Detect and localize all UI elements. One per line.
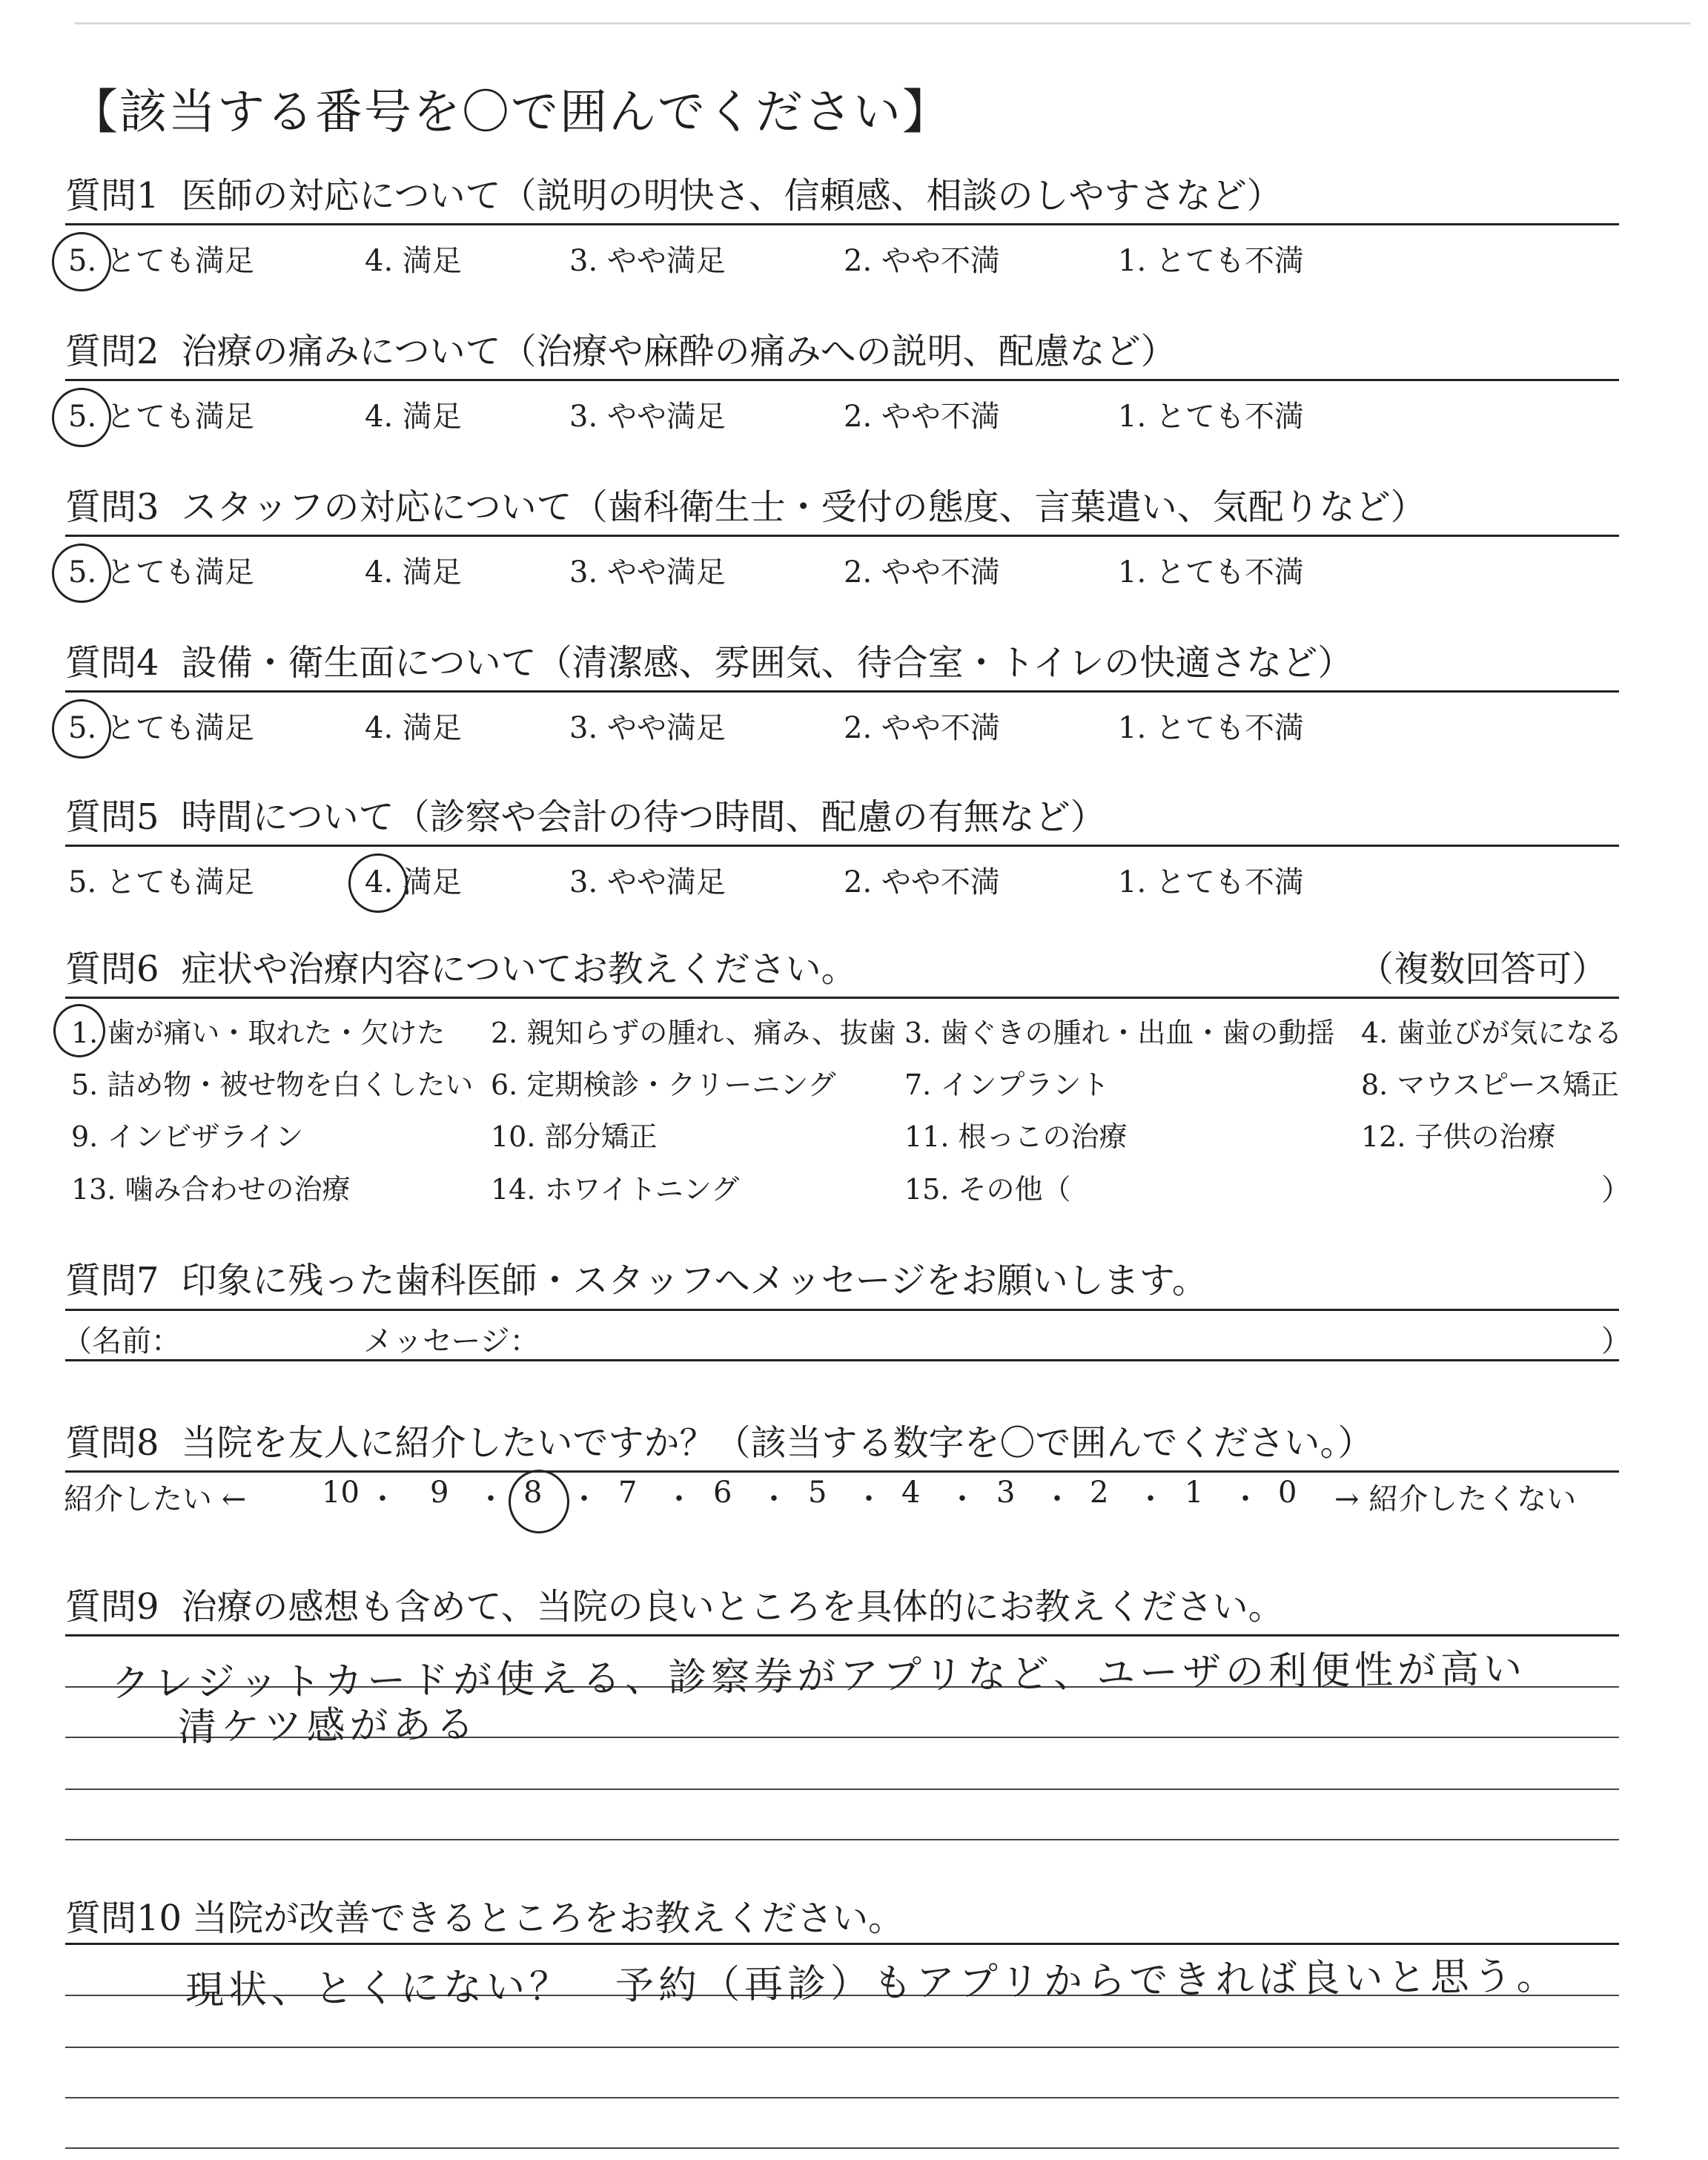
q8-left-label: 紹介したい ←	[64, 1482, 247, 1516]
q10-line-4	[65, 2147, 1619, 2149]
q9-text: 治療の感想も含めて、当院の良いところを具体的にお教えください。	[181, 1586, 1284, 1628]
q4-rule	[65, 690, 1619, 693]
q8-sep: ・	[947, 1482, 977, 1516]
q2-option-3: 3. やや満足	[569, 400, 726, 434]
q5-title	[65, 788, 1106, 839]
q5-option-5: 5. とても満足	[68, 865, 254, 899]
q3-title	[65, 478, 1426, 529]
q8-scale-0: 0	[1278, 1476, 1297, 1510]
q7-answer-line	[65, 1359, 1619, 1361]
q8-scale-4: 4	[901, 1476, 921, 1510]
q1-option-4: 4. 満足	[365, 244, 462, 278]
q3-answer-circle	[52, 544, 111, 603]
q10-number: 質問10	[65, 1898, 182, 1939]
q6-option-3: 3. 歯ぐきの腫れ・出血・歯の動揺	[904, 1017, 1335, 1049]
q4-option-3: 3. やや満足	[569, 711, 726, 745]
q6-option-7: 7. インプラント	[904, 1069, 1110, 1101]
q8-title	[65, 1414, 1374, 1465]
q6-option-13: 13. 噛み合わせの治療	[71, 1173, 351, 1206]
q1-number: 質問1	[65, 175, 159, 217]
q8-scale-5: 5	[808, 1476, 827, 1510]
q6-option-9: 9. インビザライン	[71, 1120, 304, 1153]
q3-number: 質問3	[65, 486, 159, 528]
q6-option-4: 4. 歯並びが気になる	[1361, 1017, 1623, 1049]
q3-option-5: 5. とても満足	[68, 555, 254, 589]
q10-title	[65, 1889, 904, 1941]
q1-option-3: 3. やや満足	[569, 244, 726, 278]
q5-answer-circle	[348, 853, 408, 913]
q9-rule	[65, 1634, 1619, 1636]
q8-sep: ・	[569, 1482, 599, 1516]
q2-option-4: 4. 満足	[365, 400, 462, 434]
q8-sep: ・	[368, 1482, 397, 1516]
q3-option-4: 4. 満足	[365, 555, 462, 589]
q4-answer-circle	[52, 699, 111, 759]
q8-scale-1: 1	[1185, 1476, 1204, 1510]
q7-rule	[65, 1309, 1619, 1311]
q9-title	[65, 1578, 1284, 1629]
q2-option-5: 5. とても満足	[68, 400, 254, 434]
q6-text: 症状や治療内容についてお教えください。	[181, 948, 857, 990]
q8-sep: ・	[1136, 1482, 1165, 1516]
q7-text: 印象に残った歯科医師・スタッフへメッセージをお願いします。	[181, 1260, 1208, 1301]
q6-number: 質問6	[65, 948, 159, 990]
q8-scale-2: 2	[1090, 1476, 1109, 1510]
q3-text: スタッフの対応について（歯科衛生士・受付の態度、言葉遣い、気配りなど）	[181, 486, 1426, 528]
q1-text: 医師の対応について（説明の明快さ、信頼感、相談のしやすさなど）	[181, 175, 1282, 217]
q3-rule	[65, 535, 1619, 537]
q8-scale-6: 6	[713, 1476, 732, 1510]
q6-answer-circle	[53, 1004, 105, 1057]
q8-scale-3: 3	[996, 1476, 1016, 1510]
q3-option-3: 3. やや満足	[569, 555, 726, 589]
q6-option-1: 1. 歯が痛い・取れた・欠けた	[71, 1017, 446, 1049]
q7-number: 質問7	[65, 1260, 159, 1301]
q9-line-3	[65, 1789, 1619, 1790]
q5-option-2: 2. やや不満	[844, 865, 1000, 899]
q10-text: 当院が改善できるところをお教えください。	[192, 1898, 904, 1939]
q6-option-6: 6. 定期検診・クリーニング	[491, 1069, 836, 1101]
q9-handwriting-line-1: クレジットカードが使える、診察券がアプリなど、ユーザの利便性が高い	[110, 1647, 1527, 1706]
q8-sep: ・	[476, 1482, 506, 1516]
q6-option-10: 10. 部分矯正	[491, 1120, 658, 1153]
q6-option-11: 11. 根っこの治療	[904, 1120, 1128, 1153]
q2-rule	[65, 379, 1619, 381]
q6-rule	[65, 997, 1619, 999]
q10-rule	[65, 1943, 1619, 1945]
q7-title	[65, 1252, 1208, 1303]
q8-sep: ・	[664, 1482, 694, 1516]
page-top-edge	[74, 22, 1690, 24]
q8-sep: ・	[1231, 1482, 1260, 1516]
q6-option-15: 15. その他（	[904, 1173, 1071, 1206]
q5-rule	[65, 845, 1619, 847]
q4-option-1: 1. とても不満	[1118, 711, 1304, 745]
q6-other-close: ）	[1601, 1173, 1631, 1207]
q1-option-5: 5. とても満足	[68, 244, 254, 278]
q2-option-1: 1. とても不満	[1118, 400, 1304, 434]
q9-handwriting-line-2: 清ケツ感がある	[177, 1702, 479, 1751]
q8-number: 質問8	[65, 1422, 159, 1464]
q6-note: （複数回答可）	[1358, 948, 1608, 990]
q8-scale-10: 10	[322, 1476, 360, 1510]
q9-line-4	[65, 1839, 1619, 1840]
q8-text: 当院を友人に紹介したいですか？（該当する数字を〇で囲んでください。）	[181, 1422, 1374, 1464]
q5-option-4: 4. 満足	[365, 865, 462, 899]
q8-rule	[65, 1470, 1619, 1473]
q6-option-5: 5. 詰め物・被せ物を白くしたい	[71, 1069, 474, 1101]
q2-number: 質問2	[65, 331, 159, 372]
q4-title	[65, 634, 1353, 685]
q4-option-2: 2. やや不満	[844, 711, 1000, 745]
q8-scale-9: 9	[430, 1476, 449, 1510]
q2-option-2: 2. やや不満	[844, 400, 1000, 434]
q6-option-8: 8. マウスピース矯正	[1361, 1069, 1619, 1101]
q5-option-3: 3. やや満足	[569, 865, 726, 899]
q4-text: 設備・衛生面について（清潔感、雰囲気、待合室・トイレの快適さなど）	[181, 642, 1354, 684]
q4-option-5: 5. とても満足	[68, 711, 254, 745]
q3-option-2: 2. やや不満	[844, 555, 1000, 589]
q8-scale-8: 8	[523, 1476, 543, 1510]
q7-name-label: （名前：	[62, 1324, 181, 1358]
q1-answer-circle	[52, 232, 111, 291]
q6-title	[65, 940, 857, 991]
q2-answer-circle	[52, 388, 111, 447]
q7-close: ）	[1601, 1324, 1631, 1358]
q5-option-1: 1. とても不満	[1118, 865, 1304, 899]
form-header: 【該当する番号を〇で囲んでください】	[70, 85, 951, 140]
q1-option-1: 1. とても不満	[1118, 244, 1304, 278]
q8-scale-7: 7	[618, 1476, 638, 1510]
q3-option-1: 1. とても不満	[1118, 555, 1304, 589]
q5-number: 質問5	[65, 796, 159, 838]
q6-option-2: 2. 親知らずの腫れ、痛み、抜歯	[491, 1017, 896, 1049]
q10-handwriting: 現状、とくにない？ 予約（再診）もアプリからできれば良いと思う。	[185, 1954, 1560, 2013]
q10-line-2	[65, 2047, 1619, 2048]
q5-text: 時間について（診察や会計の待つ時間、配慮の有無など）	[181, 796, 1106, 838]
q4-option-4: 4. 満足	[365, 711, 462, 745]
q6-option-14: 14. ホワイトニング	[491, 1173, 740, 1206]
q1-title	[65, 167, 1282, 218]
q2-title	[65, 323, 1176, 374]
q10-line-3	[65, 2097, 1619, 2098]
q8-sep: ・	[1042, 1482, 1072, 1516]
q8-right-label: → 紹介したくない	[1334, 1482, 1577, 1516]
q7-message-label: メッセージ：	[363, 1324, 540, 1358]
q9-number: 質問9	[65, 1586, 159, 1628]
q8-sep: ・	[854, 1482, 884, 1516]
q1-rule	[65, 223, 1619, 225]
q4-number: 質問4	[65, 642, 159, 684]
q8-answer-circle	[509, 1470, 569, 1533]
q8-sep: ・	[759, 1482, 789, 1516]
q6-option-12: 12. 子供の治療	[1361, 1120, 1556, 1153]
q2-text: 治療の痛みについて（治療や麻酔の痛みへの説明、配慮など）	[181, 331, 1176, 372]
q1-option-2: 2. やや不満	[844, 244, 1000, 278]
